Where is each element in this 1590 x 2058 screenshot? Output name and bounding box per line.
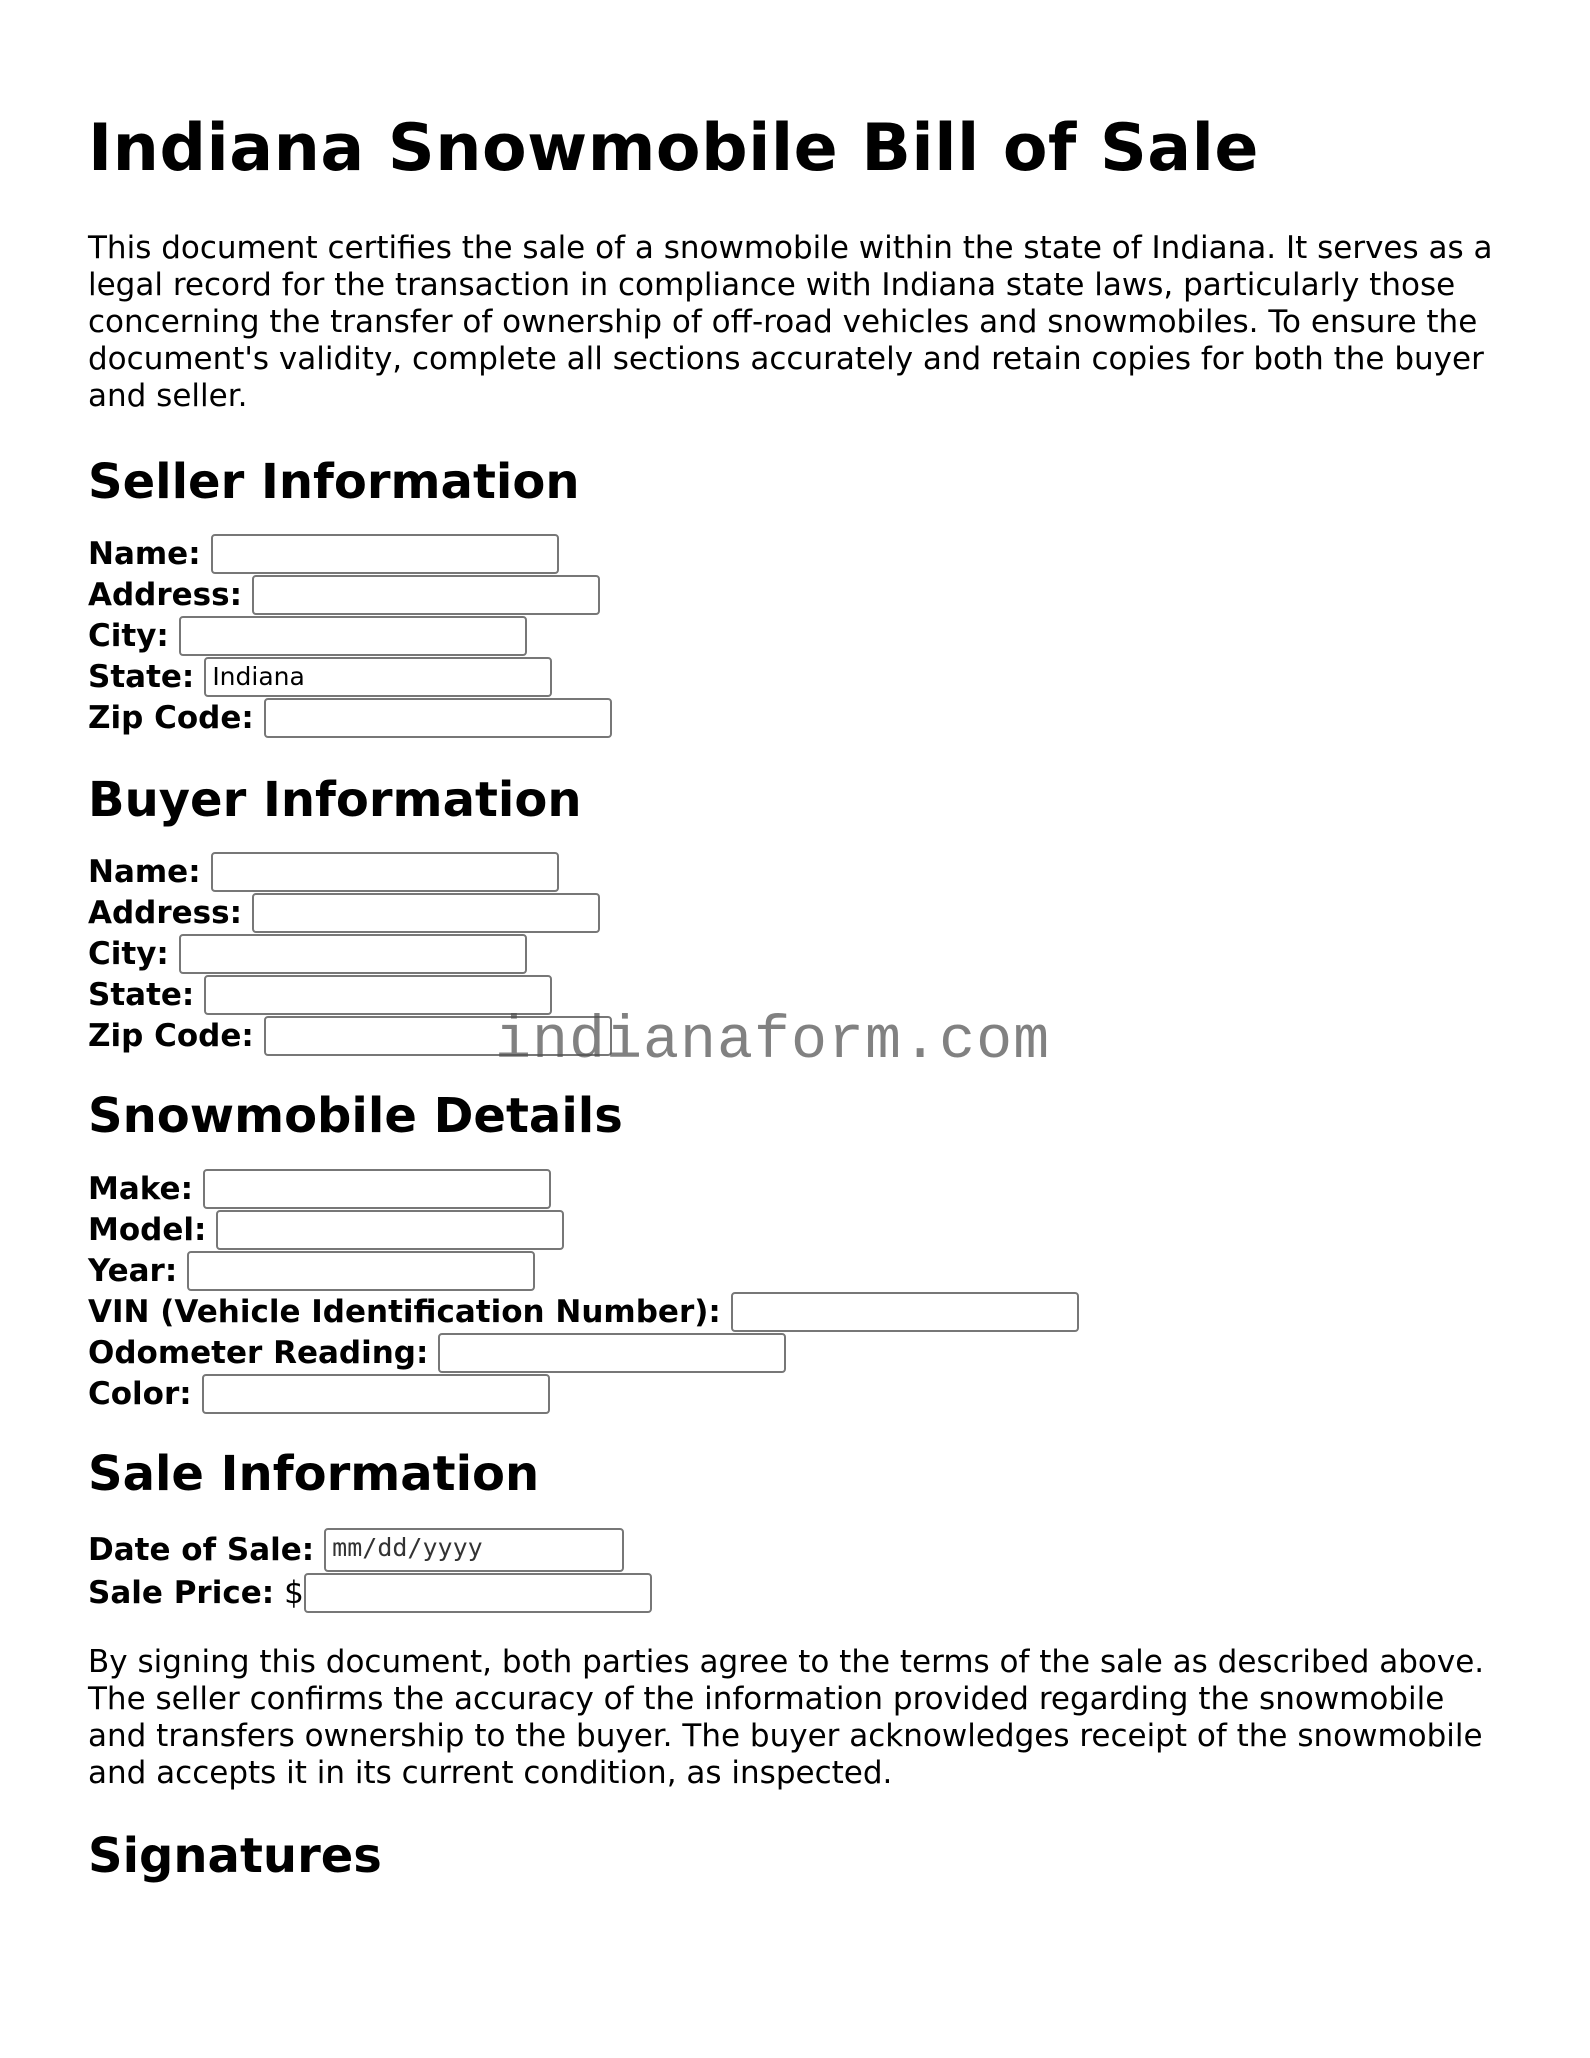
seller-zip-row <box>88 697 1508 738</box>
buyer-zip-input[interactable] <box>264 1016 612 1056</box>
buyer-address-input[interactable] <box>252 893 600 933</box>
seller-state-label: State: <box>88 658 195 695</box>
seller-fields <box>88 533 1508 738</box>
buyer-state-input[interactable] <box>204 975 552 1015</box>
dollar-sign: $ <box>284 1574 304 1611</box>
sale-price-row <box>88 1571 1508 1614</box>
snowmobile-model-input[interactable] <box>216 1210 564 1250</box>
sale-date-label: Date of Sale: <box>88 1531 315 1568</box>
seller-address-row <box>88 574 1508 615</box>
page-title: Indiana Snowmobile Bill of Sale <box>88 111 1259 186</box>
snowmobile-color-label: Color: <box>88 1375 192 1412</box>
seller-state-row <box>88 656 1508 697</box>
snowmobile-year-row <box>88 1250 1508 1291</box>
snowmobile-fields <box>88 1168 1508 1414</box>
agreement-paragraph: By signing this document, both parties agree to the terms of the sale as described above. The seller confirms the accuracy of the information provided regarding the snowmobile and transfers ownership to the buyer. The buyer acknowledges receipt of the snowmobile and accepts it in its current condition, as inspected. <box>88 1644 1485 1791</box>
seller-city-input[interactable] <box>179 616 527 656</box>
intro-paragraph: This document certifies the sale of a snowmobile within the state of Indiana. It serves as a legal record for the transaction in compliance with Indiana state laws, particularly those concerning the transfer of ownership of off-road vehicles and snowmobiles. To ensure the document's validity, complete all sections accurately and retain copies for both the buyer and seller. <box>88 230 1493 414</box>
buyer-name-row <box>88 851 1508 892</box>
buyer-section-heading: Buyer Information <box>88 772 582 828</box>
snowmobile-vin-label: VIN (Vehicle Identification Number): <box>88 1293 721 1330</box>
snowmobile-model-row <box>88 1209 1508 1250</box>
buyer-city-row <box>88 933 1508 974</box>
seller-name-row <box>88 533 1508 574</box>
snowmobile-vin-input[interactable] <box>731 1292 1079 1332</box>
snowmobile-vin-row <box>88 1291 1508 1332</box>
snowmobile-make-label: Make: <box>88 1170 193 1207</box>
buyer-name-input[interactable] <box>211 852 559 892</box>
snowmobile-make-input[interactable] <box>203 1169 551 1209</box>
buyer-name-label: Name: <box>88 853 201 890</box>
seller-name-label: Name: <box>88 535 201 572</box>
snowmobile-color-row <box>88 1373 1508 1414</box>
snowmobile-odometer-row <box>88 1332 1508 1373</box>
sale-fields <box>88 1528 1508 1614</box>
seller-address-input[interactable] <box>252 575 600 615</box>
buyer-state-label: State: <box>88 976 195 1013</box>
seller-city-row <box>88 615 1508 656</box>
buyer-address-label: Address: <box>88 894 242 931</box>
seller-state-input[interactable]: Indiana <box>204 657 552 697</box>
buyer-zip-row <box>88 1015 1508 1056</box>
buyer-city-label: City: <box>88 935 169 972</box>
seller-zip-label: Zip Code: <box>88 699 254 736</box>
snowmobile-year-input[interactable] <box>187 1251 535 1291</box>
sale-date-row <box>88 1528 1508 1571</box>
seller-zip-input[interactable] <box>264 698 612 738</box>
snowmobile-year-label: Year: <box>88 1252 178 1289</box>
sale-date-input[interactable]: mm/dd/yyyy <box>324 1528 624 1572</box>
buyer-zip-label: Zip Code: <box>88 1017 254 1054</box>
document-page <box>88 0 1508 1886</box>
snowmobile-section-heading: Snowmobile Details <box>88 1088 623 1144</box>
snowmobile-color-input[interactable] <box>202 1374 550 1414</box>
buyer-address-row <box>88 892 1508 933</box>
signatures-section-heading: Signatures <box>88 1828 382 1884</box>
snowmobile-odometer-input[interactable] <box>438 1333 786 1373</box>
watermark: indianaform.com <box>495 1008 1051 1076</box>
buyer-state-row <box>88 974 1508 1015</box>
sale-price-label: Sale Price: <box>88 1574 275 1611</box>
snowmobile-model-label: Model: <box>88 1211 207 1248</box>
snowmobile-make-row <box>88 1168 1508 1209</box>
seller-section-heading: Seller Information <box>88 454 580 510</box>
sale-price-input[interactable] <box>304 1573 652 1613</box>
snowmobile-odometer-label: Odometer Reading: <box>88 1334 429 1371</box>
buyer-city-input[interactable] <box>179 934 527 974</box>
seller-address-label: Address: <box>88 576 242 613</box>
seller-city-label: City: <box>88 617 169 654</box>
seller-name-input[interactable] <box>211 534 559 574</box>
buyer-fields <box>88 851 1508 1056</box>
sale-section-heading: Sale Information <box>88 1446 540 1502</box>
